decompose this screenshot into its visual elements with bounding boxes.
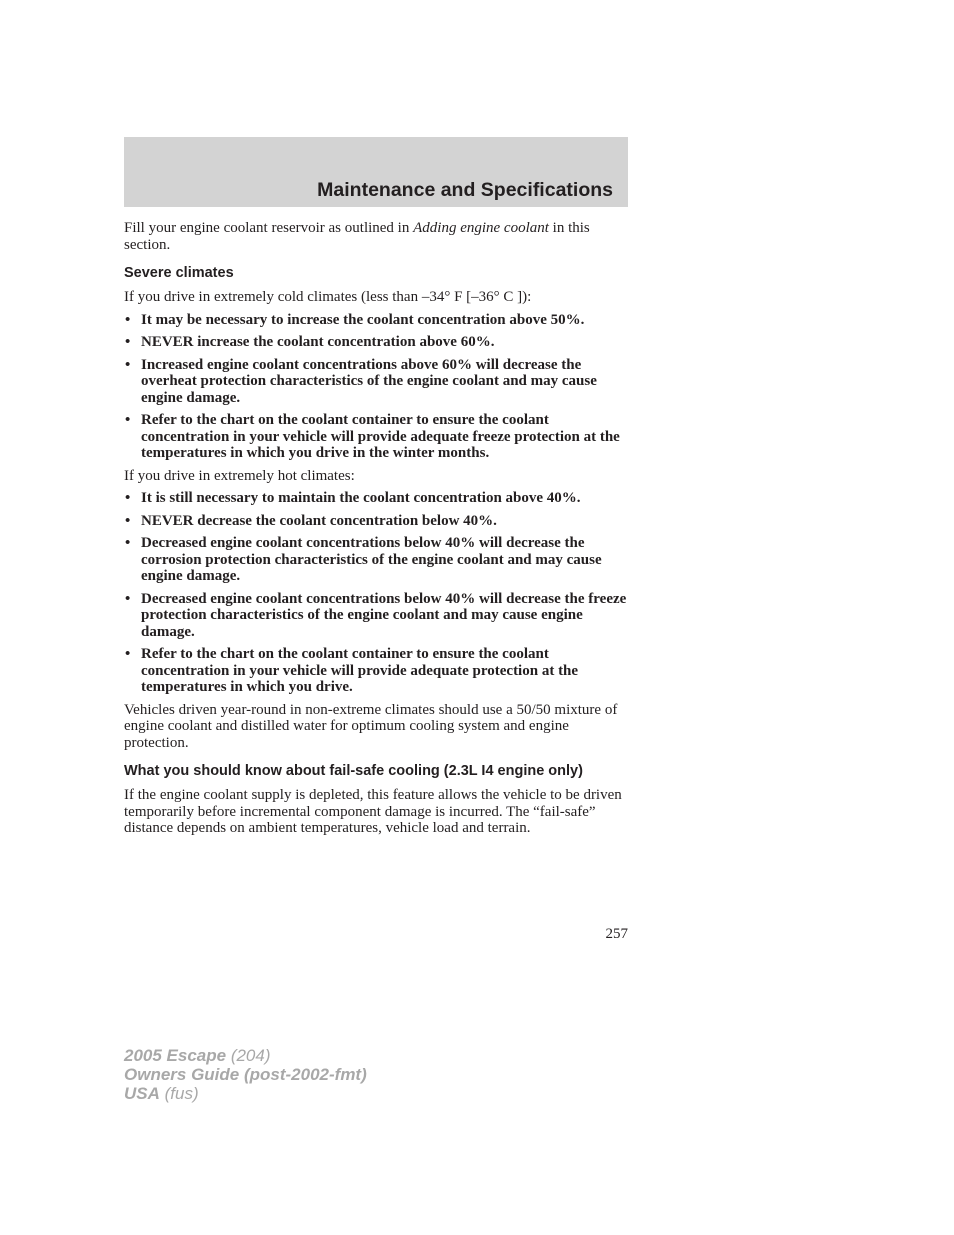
section-title: Maintenance and Specifications bbox=[317, 179, 613, 201]
list-item-text: Decreased engine coolant concentrations below 40% will decrease the freeze protection characteristics of the engine coolant and may cause engine damage. bbox=[141, 590, 627, 640]
bullet-icon: • bbox=[125, 590, 131, 607]
document-footer bbox=[124, 1046, 367, 1103]
cold-climates-list bbox=[124, 312, 628, 462]
list-item bbox=[124, 334, 628, 351]
footer-line-guide bbox=[124, 1065, 367, 1084]
list-item-text: Refer to the chart on the coolant container to ensure the coolant concentration in your vehicle will provide adequate freeze protection at the temperatures in which you drive in the winter months. bbox=[141, 412, 620, 461]
footer-model-code: (204) bbox=[226, 1046, 271, 1065]
list-item-text: NEVER decrease the coolant concentration below 40%. bbox=[141, 512, 497, 529]
bullet-icon: • bbox=[125, 412, 131, 428]
bullet-icon: • bbox=[125, 535, 131, 551]
list-item bbox=[124, 535, 628, 585]
list-item bbox=[124, 490, 628, 507]
footer-market-code: (fus) bbox=[159, 1084, 199, 1103]
list-item-text: Refer to the chart on the coolant container to ensure the coolant concentration in your vehicle will provide adequate protection at the temperatures in which you drive. bbox=[141, 646, 579, 695]
failsafe-cooling-heading: What you should know about fail-safe cooling (2.3L I4 engine only) bbox=[124, 763, 583, 779]
list-item bbox=[124, 646, 628, 696]
list-item bbox=[124, 312, 628, 329]
intro-paragraph bbox=[124, 220, 628, 253]
footer-line-market bbox=[124, 1084, 367, 1103]
footer-guide-name: Owners Guide (post-2002-fmt) bbox=[124, 1065, 367, 1084]
section-header-band bbox=[124, 137, 628, 207]
non-extreme-climates-paragraph: Vehicles driven year-round in non-extreme climates should use a 50/50 mixture of engine coolant and distilled water for optimum cooling system and engine protection. bbox=[124, 701, 618, 751]
hot-climates-intro: If you drive in extremely hot climates: bbox=[124, 467, 355, 484]
intro-italic-ref: Adding engine coolant bbox=[413, 220, 549, 236]
list-item-text: Increased engine coolant concentrations above 60% will decrease the overheat protection characteristics of the engine coolant and may cause engine damage. bbox=[141, 356, 597, 406]
bullet-icon: • bbox=[125, 311, 131, 328]
intro-text-before: Fill your engine coolant reservoir as outlined in bbox=[124, 220, 414, 236]
page-number: 257 bbox=[605, 926, 628, 942]
bullet-icon: • bbox=[125, 512, 131, 529]
list-item-text: It is still necessary to maintain the coolant concentration above 40%. bbox=[141, 490, 581, 506]
footer-market-name: USA bbox=[124, 1084, 160, 1103]
footer-line-model bbox=[124, 1046, 367, 1065]
footer-model-name: 2005 Escape bbox=[124, 1046, 227, 1065]
list-item bbox=[124, 513, 628, 530]
failsafe-cooling-paragraph: If the engine coolant supply is depleted, this feature allows the vehicle to be driven temporarily before incremental component damage is incurred. The “fail-safe” distance depends on ambient temperatures, vehicle load and terrain. bbox=[124, 787, 622, 836]
intro-text-after: in this section. bbox=[124, 220, 590, 253]
list-item-text: It may be necessary to increase the coolant concentration above 50%. bbox=[141, 311, 585, 328]
page-content bbox=[124, 220, 628, 843]
list-item-text: NEVER increase the coolant concentration above 60%. bbox=[141, 334, 495, 350]
list-item bbox=[124, 591, 628, 641]
list-item bbox=[124, 412, 628, 462]
hot-climates-list bbox=[124, 490, 628, 696]
bullet-icon: • bbox=[125, 334, 131, 350]
severe-climates-heading: Severe climates bbox=[124, 265, 234, 281]
cold-climates-intro: If you drive in extremely cold climates (less than –34° F [–36° C ]): bbox=[124, 289, 532, 305]
list-item-text: Decreased engine coolant concentrations below 40% will decrease the corrosion protection characteristics of the engine coolant and may cause engine damage. bbox=[141, 535, 602, 584]
bullet-icon: • bbox=[125, 356, 131, 373]
bullet-icon: • bbox=[125, 646, 131, 662]
bullet-icon: • bbox=[125, 490, 131, 506]
list-item bbox=[124, 357, 628, 407]
